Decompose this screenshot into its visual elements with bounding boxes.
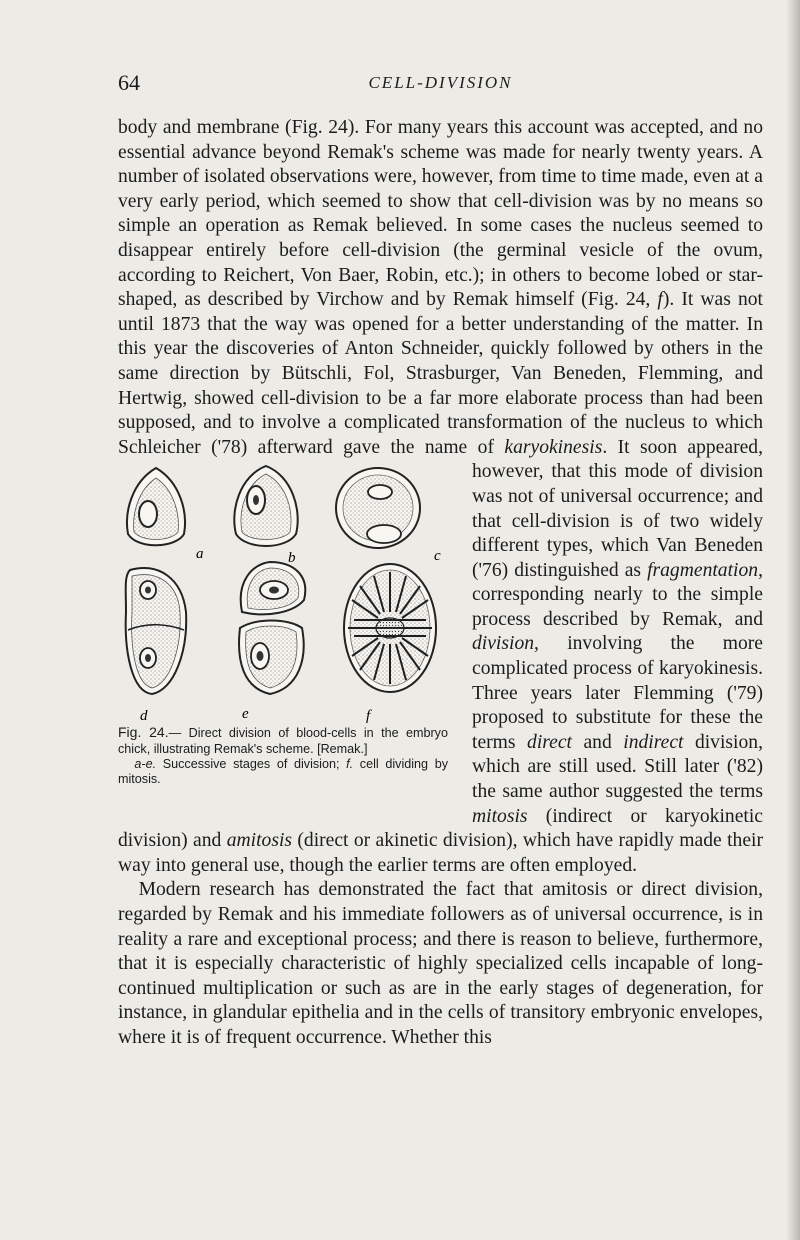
cell-d bbox=[126, 568, 187, 694]
text-run: division, which are still used. Still later ('82) the same author suggested the terms bbox=[472, 731, 763, 803]
term-indirect: indirect bbox=[623, 731, 684, 753]
cell-f bbox=[344, 564, 436, 692]
caption-line2-end: cell dividing by mitosis. bbox=[118, 756, 448, 786]
body-text bbox=[118, 116, 763, 1051]
text-run: (direct or akinetic division), which have rapidly made their way into general use, though the earlier terms are often employed. bbox=[118, 830, 763, 876]
running-head: CELL-DIVISION bbox=[368, 73, 513, 92]
text-run: (indirect or karyokinetic division) and bbox=[118, 805, 763, 852]
caption-line2-text: Successive stages of division; bbox=[156, 756, 347, 771]
label-f: f bbox=[366, 708, 371, 725]
caption-line-2 bbox=[118, 757, 448, 787]
page-number: 64 bbox=[118, 70, 140, 95]
cell-b bbox=[234, 466, 297, 546]
text-run: , involving the more complicated process of karyokinesis. Three years later Flemming ('79) proposed to substitute for these the terms bbox=[472, 633, 763, 753]
label-e: e bbox=[242, 706, 249, 723]
term-karyokinesis: karyokinesis bbox=[504, 436, 603, 458]
caption-text: — Direct division of blood-cells in the embryo chick, illustrating Remak's scheme. [Remak.] bbox=[118, 726, 448, 756]
caption-label: Fig. 24. bbox=[118, 724, 169, 741]
text-run: . It soon appeared, however, that this mode of division was not of universal occurrence; and that cell-division is of two widely different types, which Van Beneden ('76) distinguished as bbox=[472, 436, 763, 581]
fig-ref: f bbox=[657, 289, 663, 311]
cell-c bbox=[336, 468, 420, 548]
paragraph-1 bbox=[118, 116, 763, 878]
caption-range: a-e. bbox=[134, 756, 157, 771]
term-mitosis: mitosis bbox=[472, 805, 528, 827]
term-fragmentation: fragmentation bbox=[647, 559, 759, 581]
text-run: , corresponding nearly to the simple process described by Remak, and bbox=[472, 559, 763, 630]
text-run: ). It was not until 1873 that the way was opened for a better understanding of the matter. In this year the discoveries of Anton Schneider, quickly followed by others in the same direction by Bütschli, Fol, Strasburger, Van Beneden, Flemming, and Hertwig, showed cell-division to be a far more elaborate process than had been supposed, and to involve a complicated transformation of the nucleus to which Schleicher ('78) afterward gave the name of bbox=[118, 289, 763, 458]
term-direct: direct bbox=[527, 731, 572, 753]
label-a: a bbox=[196, 546, 204, 563]
text-run: body and membrane (Fig. 24). For many years this account was accepted, and no essential advance beyond Remak's scheme was made for nearly twenty years. A number of isolated observations were, however, from time to time made, even at a very early period, which seemed to show that cell-division was by no means so simple an operation as Remak believed. In some cases the nucleus seemed to disappear entirely before cell-division (the germinal vesicle of the ovum, according to Reichert, Von Baer, Robin, etc.); in others to become lobed or star-shaped, as described by Virchow and by Remak himself (Fig. 24, bbox=[118, 117, 763, 311]
figure-caption bbox=[118, 725, 448, 787]
text-run: and bbox=[572, 731, 624, 753]
cell-a bbox=[127, 468, 185, 545]
page-header bbox=[118, 70, 763, 100]
caption-f: f. bbox=[346, 756, 354, 771]
paragraph-2: Modern research has demonstrated the fact that amitosis or direct division, regarded by Remak and his immediate followers as of universal occurrence, is in reality a rare and exceptional process; and there is reason to believe, furthermore, that it is especially characteristic of highly specialized cells incapable of long-continued multiplication or such as are in the early stages of degeneration, for instance, in glandular epithelia and in the cells of transitory embryonic envelopes, where it is of frequent occurrence. Whether this bbox=[118, 879, 763, 1048]
page-edge-shadow bbox=[786, 0, 800, 1240]
term-division: division bbox=[472, 633, 535, 655]
figure-24-illustration bbox=[118, 462, 458, 724]
term-amitosis: amitosis bbox=[226, 830, 293, 852]
label-d: d bbox=[140, 708, 148, 725]
figure-24 bbox=[118, 462, 458, 802]
label-c: c bbox=[434, 548, 441, 565]
label-b: b bbox=[288, 550, 296, 567]
cell-e bbox=[239, 562, 305, 694]
